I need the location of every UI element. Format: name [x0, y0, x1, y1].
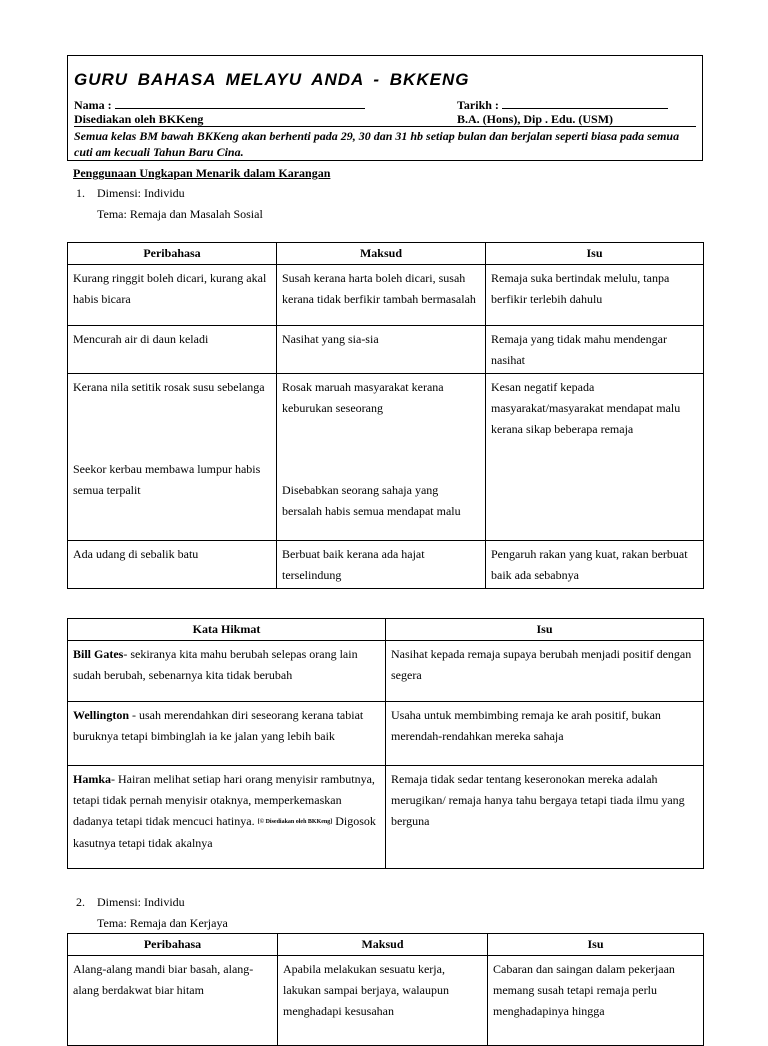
table-row [68, 702, 704, 766]
column-header: Maksud [278, 934, 488, 956]
peribahasa-cell [68, 374, 277, 541]
copyright-tag: [© Disediakan oleh BKKeng] [257, 818, 333, 825]
peribahasa-cell: Mencurah air di daun keladi [68, 326, 277, 374]
part1-dimension: Dimensi: Individu [97, 186, 185, 200]
isu-cell: Usaha untuk membimbing remaja ke arah positif, bukan merendah-rendahkan mereka sahaja [386, 702, 704, 766]
isu-cell: Remaja yang tidak mahu mendengar nasihat [486, 326, 704, 374]
isu-cell: Pengaruh rakan yang kuat, rakan berbuat baik ada sebabnya [486, 541, 704, 589]
part1-number: 1. [76, 186, 85, 200]
peribahasa-cell: Alang-alang mandi biar basah, alang-alang berdakwat biar hitam [68, 956, 278, 1046]
peribahasa-text-2: Seekor kerbau membawa lumpur habis semua terpalit [73, 462, 261, 497]
maksud-cell: Nasihat yang sia-sia [277, 326, 486, 374]
table-row [68, 265, 704, 326]
nama-blank [115, 97, 365, 109]
maksud-cell: Berbuat baik kerana ada hajat terselindung [277, 541, 486, 589]
quote-text: - Hairan melihat setiap hari orang menyisir rambutnya, tetapi tidak pernah menyisir otaknya, memperkemaskan dadanya tetapi tidak mencuci hatinya. [73, 772, 375, 828]
part1-theme: Tema: Remaja dan Masalah Sosial [97, 207, 263, 221]
column-header: Isu [386, 619, 704, 641]
document-title: GURU BAHASA MELAYU ANDA - BKKENG [74, 70, 470, 89]
isu-cell: Remaja tidak sedar tentang keseronokan mereka adalah merugikan/ remaja hanya tahu bergaya tetapi tiada ilmu yang berguna [386, 766, 704, 869]
tarikh-blank [502, 97, 668, 109]
kata-hikmat-cell [68, 702, 386, 766]
quote-text-end: Digosok kasutnya tetapi tidak akalnya [73, 814, 376, 850]
isu-cell: Cabaran dan saingan dalam pekerjaan memang susah tetapi remaja perlu menghadapinya hingga [488, 956, 704, 1046]
column-header: Isu [488, 934, 704, 956]
qualification: B.A. (Hons), Dip . Edu. (USM) [457, 112, 614, 126]
column-header: Peribahasa [68, 243, 277, 265]
quote-text: - usah merendahkan diri seseorang kerana tabiat buruknya tetapi bimbinglah ia ke jalan yang lebih baik [73, 708, 364, 743]
author-name: Hamka [73, 772, 112, 786]
section-title: Penggunaan Ungkapan Menarik dalam Karangan [73, 166, 331, 180]
document-header [67, 55, 703, 161]
part2-number: 2. [76, 895, 85, 909]
quote-text: - sekiranya kita mahu berubah selepas orang lain sudah berubah, sebenarnya kita tidak berubah [73, 647, 358, 682]
kata-hikmat-cell [68, 766, 386, 869]
prepared-by: Disediakan oleh BKKeng [74, 112, 204, 126]
part2-dimension: Dimensi: Individu [97, 895, 185, 909]
table-row [68, 641, 704, 702]
peribahasa-table-1 [67, 242, 704, 589]
author-name: Wellington [73, 708, 130, 722]
class-notice: Semua kelas BM bawah BKKeng akan berhenti pada 29, 30 dan 31 hb setiap bulan dan berjalan seperti biasa pada semua cuti am kecuali Tahun Baru Cina. [74, 129, 680, 159]
table-header-row [68, 934, 704, 956]
table-row [68, 766, 704, 869]
column-header: Isu [486, 243, 704, 265]
kata-hikmat-cell [68, 641, 386, 702]
table-header-row [68, 243, 704, 265]
table-row [68, 541, 704, 589]
isu-cell: Nasihat kepada remaja supaya berubah menjadi positif dengan segera [386, 641, 704, 702]
peribahasa-table-2 [67, 933, 704, 1046]
peribahasa-cell: Kurang ringgit boleh dicari, kurang akal habis bicara [68, 265, 277, 326]
part2-theme: Tema: Remaja dan Kerjaya [97, 916, 228, 930]
header-divider [74, 126, 696, 127]
peribahasa-text: Kerana nila setitik rosak susu sebelanga [73, 380, 265, 394]
maksud-text: Rosak maruah masyarakat kerana keburukan seseorang [282, 380, 444, 415]
maksud-cell [277, 374, 486, 541]
tarikh-label: Tarikh : [457, 98, 499, 112]
column-header: Maksud [277, 243, 486, 265]
maksud-cell: Susah kerana harta boleh dicari, susah kerana tidak berfikir tambah bermasalah [277, 265, 486, 326]
isu-cell: Kesan negatif kepada masyarakat/masyarakat mendapat malu kerana sikap beberapa remaja [486, 374, 704, 541]
peribahasa-cell: Ada udang di sebalik batu [68, 541, 277, 589]
column-header: Kata Hikmat [68, 619, 386, 641]
nama-label: Nama : [74, 98, 112, 112]
tarikh-field [457, 97, 668, 113]
maksud-text-2: Disebabkan seorang sahaja yang bersalah habis semua mendapat malu [282, 483, 461, 518]
table-row [68, 956, 704, 1046]
nama-field [74, 97, 365, 113]
isu-cell: Remaja suka bertindak melulu, tanpa berfikir terlebih dahulu [486, 265, 704, 326]
table-header-row [68, 619, 704, 641]
kata-hikmat-table [67, 618, 704, 869]
table-row [68, 326, 704, 374]
maksud-cell: Apabila melakukan sesuatu kerja, lakukan sampai berjaya, walaupun menghadapi kesusahan [278, 956, 488, 1046]
author-name: Bill Gates [73, 647, 124, 661]
column-header: Peribahasa [68, 934, 278, 956]
table-row [68, 374, 704, 541]
